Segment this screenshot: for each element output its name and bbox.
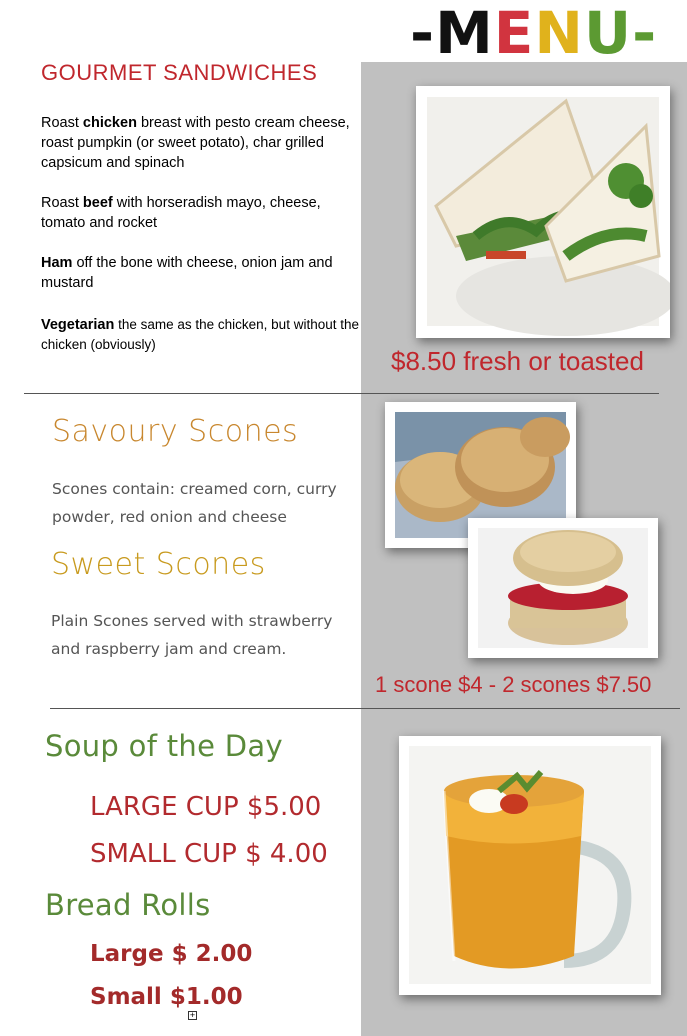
sandwich-item-ham: Ham off the bone with cheese, onion jam and mustard <box>41 255 333 291</box>
savoury-scones-text: Scones contain: creamed corn, curry powder, red onion and cheese <box>52 480 337 526</box>
soup-small-price: SMALL CUP $ 4.00 <box>90 839 328 869</box>
title-letter: E <box>493 0 535 67</box>
menu-title <box>410 0 657 66</box>
soup-heading: Soup of the Day <box>45 729 283 763</box>
sandwich-item-beef: Roast beef with horseradish mayo, cheese, tomato and rocket <box>41 195 321 231</box>
section-divider <box>24 393 659 394</box>
sandwich-item-chicken: Roast chicken breast with pesto cream cheese, roast pumpkin (or sweet potato), char grilled capsicum and spinach <box>41 115 350 171</box>
sweet-scones-text: Plain Scones served with strawberry and raspberry jam and cream. <box>51 612 333 658</box>
savoury-scones-heading: Savoury Scones <box>52 414 299 449</box>
jam-cream-scone-photo <box>468 518 658 658</box>
scones-price: 1 scone $4 - 2 scones $7.50 <box>375 672 652 697</box>
plus-box-icon: + <box>189 1010 196 1020</box>
title-letter: N <box>534 0 584 67</box>
sandwiches-heading: GOURMET SANDWICHES <box>41 60 318 85</box>
bread-rolls-heading: Bread Rolls <box>45 888 211 922</box>
soup-large-price: LARGE CUP $5.00 <box>90 792 322 822</box>
soup-mug-photo <box>399 736 661 995</box>
sandwich-photo <box>416 86 670 338</box>
roll-large-price: Large $ 2.00 <box>90 941 253 967</box>
sandwich-price: $8.50 fresh or toasted <box>391 346 644 376</box>
section-divider <box>50 708 680 709</box>
sweet-scones-heading: Sweet Scones <box>51 547 266 582</box>
title-letter: - <box>632 0 658 67</box>
title-letter: U <box>583 0 633 67</box>
roll-small-price: Small $1.00 <box>90 984 243 1010</box>
title-letter: - <box>410 0 436 67</box>
sandwich-item-vegetarian: Vegetarian the same as the chicken, but without the chicken (obviously) <box>41 317 359 352</box>
title-letter: M <box>435 0 494 67</box>
